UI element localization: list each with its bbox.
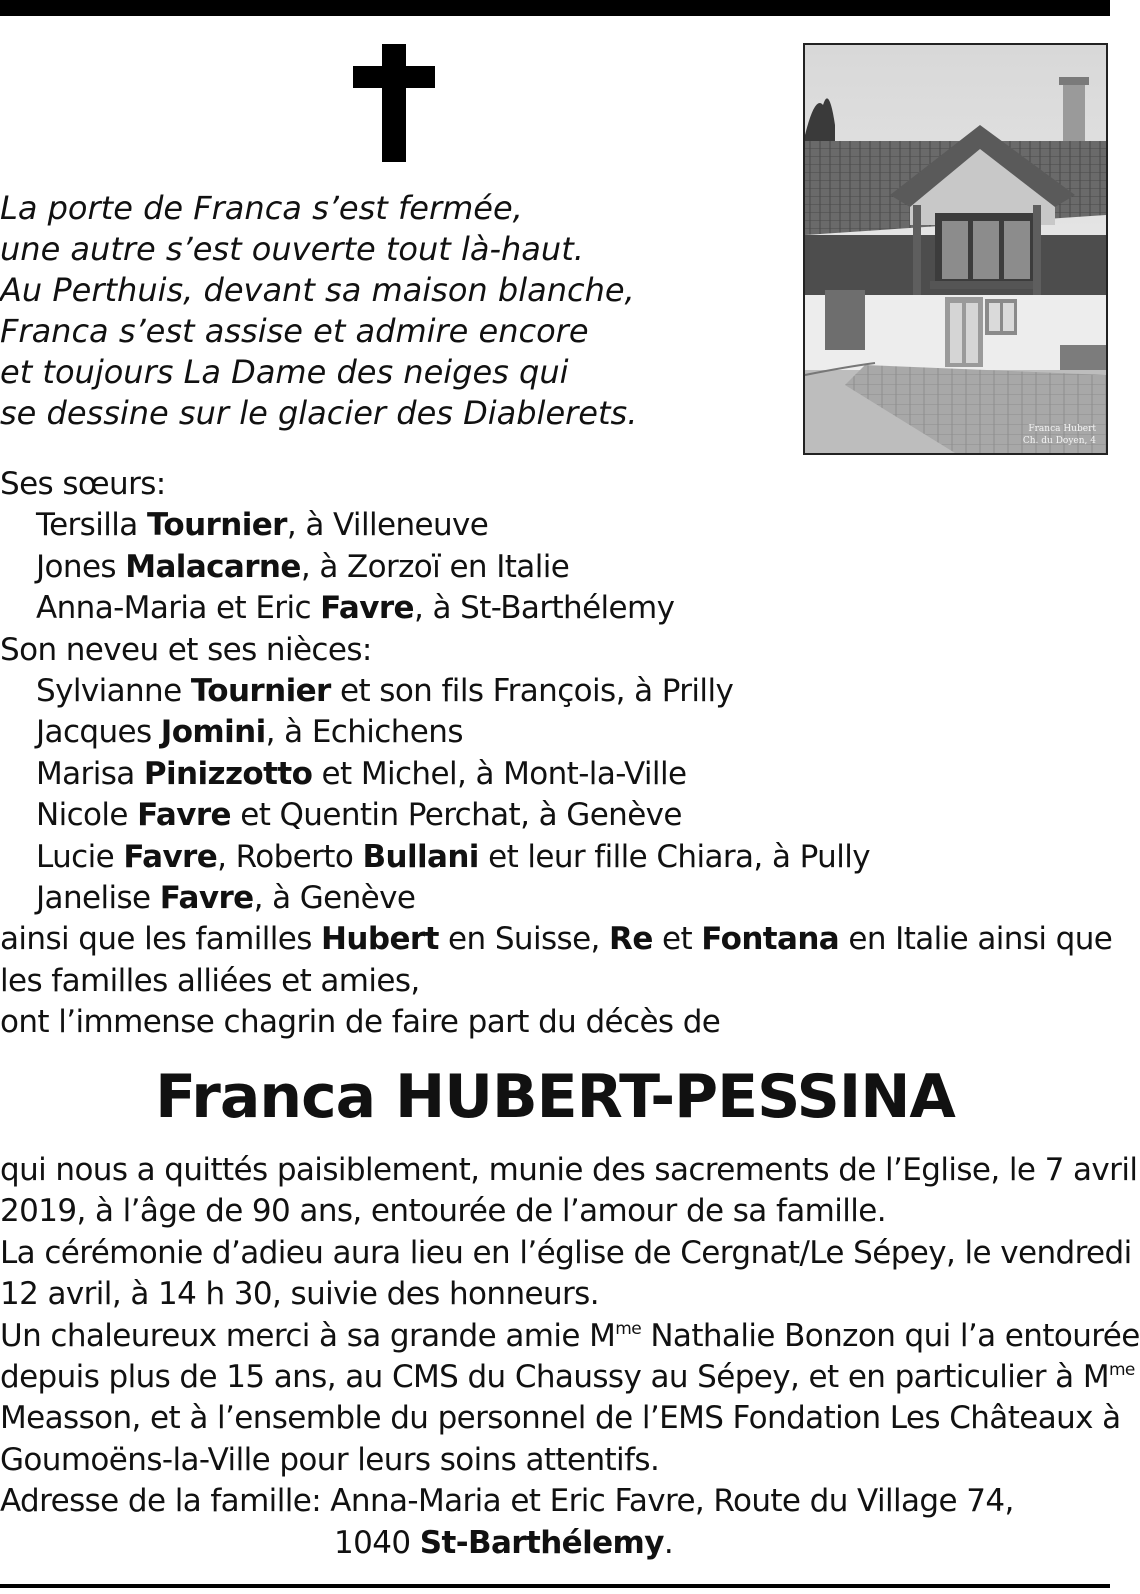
- details-line: La cérémonie d’adieu aura lieu en l’église de Cergnat/Le Sépey, le vendredi: [0, 1234, 1132, 1271]
- address-city: 1040 St-Barthélemy.: [334, 1524, 674, 1561]
- details-line: 2019, à l’âge de 90 ans, entourée de l’amour de sa famille.: [0, 1193, 887, 1230]
- poem-line: une autre s’est ouverte tout là-haut.: [0, 230, 584, 268]
- house-photo: [803, 43, 1108, 455]
- photo-caption-line: Ch. du Doyen, 4: [1022, 436, 1096, 446]
- poem-line: Au Perthuis, devant sa maison blanche,: [0, 271, 635, 309]
- list-item: Nicole Favre et Quentin Perchat, à Genève: [36, 797, 682, 834]
- poem: [0, 188, 637, 434]
- families-line: ainsi que les familles Hubert en Suisse, Re et Fontana en Italie ainsi que: [0, 921, 1113, 958]
- details-line: 12 avril, à 14 h 30, suivie des honneurs.: [0, 1276, 599, 1313]
- details: [0, 1150, 1140, 1564]
- details-line: Measson, et à l’ensemble du personnel de l’EMS Fondation Les Châteaux à: [0, 1400, 1121, 1437]
- poem-line: se dessine sur le glacier des Diablerets.: [0, 394, 638, 432]
- announce-line: ont l’immense chagrin de faire part du décès de: [0, 1004, 721, 1041]
- poem-line: Franca s’est assise et admire encore: [0, 312, 589, 350]
- top-rule: [0, 0, 1110, 16]
- list-item: Janelise Favre, à Genève: [36, 880, 416, 917]
- details-line: depuis plus de 15 ans, au CMS du Chaussy au Sépey, et en particulier à $M^{me}$: [0, 1359, 1135, 1396]
- address-line: Adresse de la famille: Anna-Maria et Eric Favre, Route du Village 74,: [0, 1483, 1014, 1520]
- list-item: Tersilla Tournier, à Villeneuve: [36, 507, 489, 544]
- poem-line: et toujours La Dame des neiges qui: [0, 353, 569, 391]
- families-line-2: les familles alliées et amies,: [0, 962, 420, 999]
- nieces-heading: Son neveu et ses nièces:: [0, 631, 372, 668]
- sisters-heading: Ses sœurs:: [0, 466, 166, 502]
- poem-line: La porte de Franca s’est fermée,: [0, 189, 523, 227]
- details-line: qui nous a quittés paisiblement, munie des sacrements de l’Eglise, le 7 avril: [0, 1152, 1138, 1188]
- list-item: Lucie Favre, Roberto Bullani et leur fille Chiara, à Pully: [36, 838, 870, 875]
- deceased-name: Franca HUBERT-PESSINA: [155, 1062, 955, 1132]
- list-item: Anna-Maria et Eric Favre, à St-Barthélemy: [36, 590, 675, 627]
- family-list: [0, 464, 1112, 1044]
- bottom-rule: [0, 1584, 1110, 1588]
- details-line: Un chaleureux merci à sa grande amie $M^{me}$ Nathalie Bonzon qui l’a entourée: [0, 1317, 1140, 1354]
- list-item: Jones Malacarne, à Zorzoï en Italie: [36, 548, 570, 585]
- cross-icon: [353, 44, 435, 162]
- photo-caption-line: Franca Hubert: [1028, 424, 1096, 434]
- photo-caption: [1023, 423, 1096, 447]
- list-item: Jacques Jomini, à Echichens: [36, 714, 463, 751]
- list-item: Sylvianne Tournier et son fils François, à Prilly: [36, 673, 734, 710]
- details-line: Goumoëns-la-Ville pour leurs soins attentifs.: [0, 1441, 660, 1478]
- list-item: Marisa Pinizzotto et Michel, à Mont-la-Ville: [36, 755, 687, 792]
